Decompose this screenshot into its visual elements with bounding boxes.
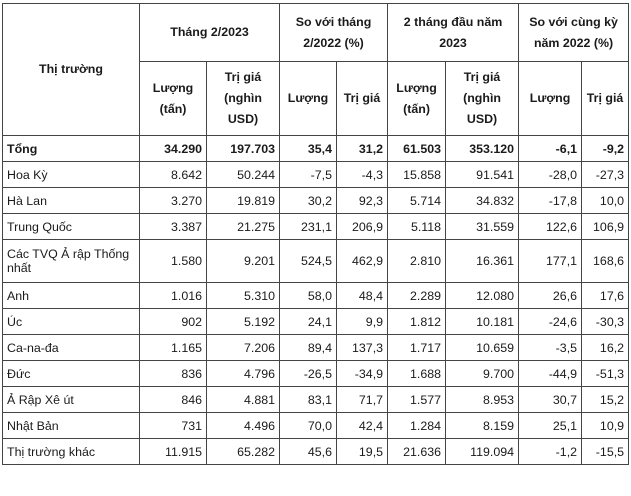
cell: 35,4: [280, 136, 337, 162]
table-row: [3, 413, 629, 439]
subheader-qty-ton: Lượng (tấn): [388, 62, 446, 136]
header-vs-same-period-2022: So với cùng kỳ năm 2022 (%): [519, 4, 629, 62]
header-feb-2023: Tháng 2/2023: [140, 4, 280, 62]
table-row-total: [3, 136, 629, 162]
cell: -44,9: [519, 361, 582, 387]
table-row: [3, 283, 629, 309]
cell: 4.881: [207, 387, 280, 413]
cell: 462,9: [337, 240, 388, 283]
cell: 353.120: [446, 136, 519, 162]
cell: 1.717: [388, 335, 446, 361]
cell: 122,6: [519, 214, 582, 240]
cell: -9,2: [582, 136, 629, 162]
table-row: [3, 162, 629, 188]
cell: 10.181: [446, 309, 519, 335]
cell: 8.953: [446, 387, 519, 413]
cell: 70,0: [280, 413, 337, 439]
cell: 34.832: [446, 188, 519, 214]
cell: 7.206: [207, 335, 280, 361]
subheader-qty: Lượng: [280, 62, 337, 136]
cell: 2.810: [388, 240, 446, 283]
cell: 19.819: [207, 188, 280, 214]
subheader-value-usd: Trị giá (nghìn USD): [207, 62, 280, 136]
cell: 4.496: [207, 413, 280, 439]
subheader-value: Trị giá: [337, 62, 388, 136]
header-2-months-2023: 2 tháng đầu năm 2023: [388, 4, 519, 62]
cell: -34,9: [337, 361, 388, 387]
cell: 5.310: [207, 283, 280, 309]
cell: 836: [140, 361, 207, 387]
row-label: Đức: [3, 361, 140, 387]
cell: -17,8: [519, 188, 582, 214]
table-row: [3, 214, 629, 240]
cell: 206,9: [337, 214, 388, 240]
cell: 17,6: [582, 283, 629, 309]
table-row: [3, 439, 629, 465]
cell: 231,1: [280, 214, 337, 240]
row-label: Tổng: [3, 136, 140, 162]
row-label: Hà Lan: [3, 188, 140, 214]
cell: 61.503: [388, 136, 446, 162]
cell: 10,9: [582, 413, 629, 439]
cell: 15,2: [582, 387, 629, 413]
cell: 21.275: [207, 214, 280, 240]
cell: 8.159: [446, 413, 519, 439]
cell: 12.080: [446, 283, 519, 309]
row-label: Trung Quốc: [3, 214, 140, 240]
cell: 83,1: [280, 387, 337, 413]
header-vs-feb-2022: So với tháng 2/2022 (%): [280, 4, 388, 62]
table-row: [3, 335, 629, 361]
cell: 4.796: [207, 361, 280, 387]
cell: -51,3: [582, 361, 629, 387]
cell: -6,1: [519, 136, 582, 162]
cell: -24,6: [519, 309, 582, 335]
cell: 902: [140, 309, 207, 335]
cell: 177,1: [519, 240, 582, 283]
cell: 42,4: [337, 413, 388, 439]
table-row: [3, 188, 629, 214]
cell: -1,2: [519, 439, 582, 465]
cell: 24,1: [280, 309, 337, 335]
cell: 106,9: [582, 214, 629, 240]
cell: -26,5: [280, 361, 337, 387]
cell: 9.700: [446, 361, 519, 387]
cell: 1.165: [140, 335, 207, 361]
subheader-value-usd: Trị giá (nghìn USD): [446, 62, 519, 136]
cell: -3,5: [519, 335, 582, 361]
cell: 30,2: [280, 188, 337, 214]
cell: 58,0: [280, 283, 337, 309]
cell: 31,2: [337, 136, 388, 162]
cell: 48,4: [337, 283, 388, 309]
cell: 197.703: [207, 136, 280, 162]
subheader-qty-ton: Lượng (tấn): [140, 62, 207, 136]
cell: 5.118: [388, 214, 446, 240]
header-market: Thị trường: [3, 4, 140, 136]
cell: 1.688: [388, 361, 446, 387]
cell: 11.915: [140, 439, 207, 465]
cell: 91.541: [446, 162, 519, 188]
cell: 16,2: [582, 335, 629, 361]
market-table: [2, 3, 629, 465]
table-row: [3, 387, 629, 413]
cell: 1.812: [388, 309, 446, 335]
cell: -28,0: [519, 162, 582, 188]
cell: 92,3: [337, 188, 388, 214]
row-label: Các TVQ Ả rập Thống nhất: [3, 240, 140, 283]
row-label: Úc: [3, 309, 140, 335]
cell: 731: [140, 413, 207, 439]
cell: 34.290: [140, 136, 207, 162]
cell: 5.714: [388, 188, 446, 214]
cell: 45,6: [280, 439, 337, 465]
cell: 1.577: [388, 387, 446, 413]
cell: -4,3: [337, 162, 388, 188]
cell: 1.580: [140, 240, 207, 283]
cell: -15,5: [582, 439, 629, 465]
cell: 19,5: [337, 439, 388, 465]
cell: 31.559: [446, 214, 519, 240]
table-row: [3, 240, 629, 283]
cell: 21.636: [388, 439, 446, 465]
cell: 524,5: [280, 240, 337, 283]
cell: 15.858: [388, 162, 446, 188]
row-label: Ca-na-đa: [3, 335, 140, 361]
cell: 50.244: [207, 162, 280, 188]
cell: 26,6: [519, 283, 582, 309]
cell: 89,4: [280, 335, 337, 361]
table-row: [3, 361, 629, 387]
row-label: Thị trường khác: [3, 439, 140, 465]
table-row: [3, 309, 629, 335]
row-label: Anh: [3, 283, 140, 309]
cell: 3.270: [140, 188, 207, 214]
cell: -7,5: [280, 162, 337, 188]
subheader-value: Trị giá: [582, 62, 629, 136]
cell: 1.016: [140, 283, 207, 309]
row-label: Nhật Bản: [3, 413, 140, 439]
cell: -27,3: [582, 162, 629, 188]
subheader-qty: Lượng: [519, 62, 582, 136]
cell: 137,3: [337, 335, 388, 361]
cell: 3.387: [140, 214, 207, 240]
cell: -30,3: [582, 309, 629, 335]
cell: 119.094: [446, 439, 519, 465]
cell: 25,1: [519, 413, 582, 439]
cell: 1.284: [388, 413, 446, 439]
cell: 16.361: [446, 240, 519, 283]
cell: 9,9: [337, 309, 388, 335]
cell: 30,7: [519, 387, 582, 413]
cell: 10.659: [446, 335, 519, 361]
cell: 5.192: [207, 309, 280, 335]
cell: 8.642: [140, 162, 207, 188]
cell: 9.201: [207, 240, 280, 283]
cell: 71,7: [337, 387, 388, 413]
cell: 168,6: [582, 240, 629, 283]
cell: 65.282: [207, 439, 280, 465]
row-label: Hoa Kỳ: [3, 162, 140, 188]
cell: 10,0: [582, 188, 629, 214]
row-label: Ả Rập Xê út: [3, 387, 140, 413]
cell: 846: [140, 387, 207, 413]
cell: 2.289: [388, 283, 446, 309]
